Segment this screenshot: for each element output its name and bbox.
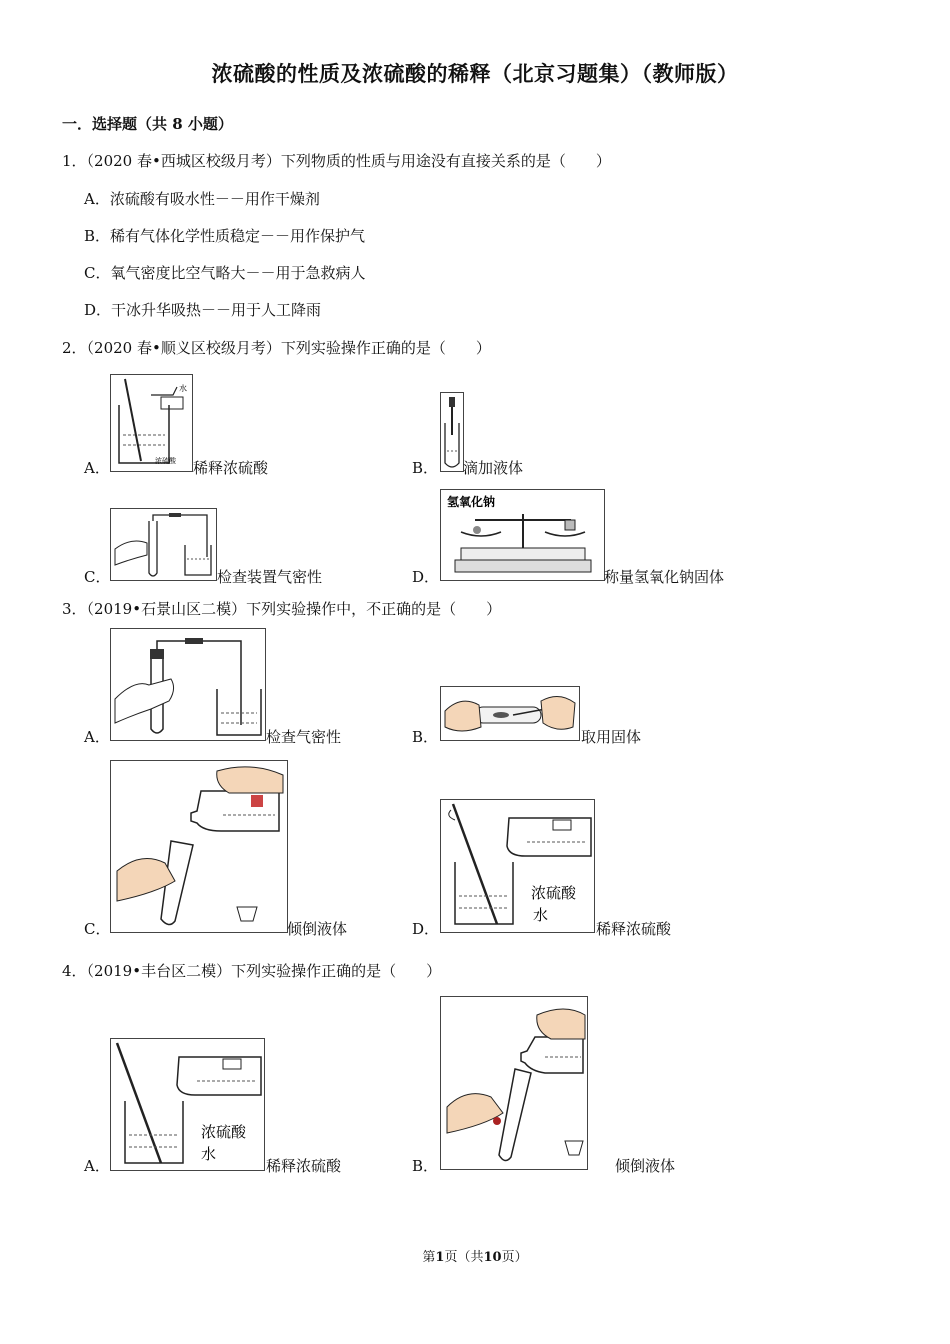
q2-option-a-caption: 稀释浓硫酸 xyxy=(193,459,269,477)
q2-b-dropper-figure xyxy=(440,392,464,472)
q3-option-a-caption: 检查气密性 xyxy=(266,728,342,746)
footer-mid: 页（共 xyxy=(444,1250,484,1265)
q4-a-dilution-figure xyxy=(110,1038,265,1171)
q2-option-c-caption: 检查装置气密性 xyxy=(217,568,323,586)
q4-option-b-caption: 倾倒液体 xyxy=(615,1157,676,1175)
q1-option-c: C．氧气密度比空气略大－－用于急救病人 xyxy=(84,264,366,282)
q3-c-pour-figure xyxy=(110,760,288,933)
q2-d-balance-figure xyxy=(440,489,605,581)
footer-page-number: 1 xyxy=(435,1250,445,1265)
q2-option-c-letter: C． xyxy=(84,568,111,586)
q3-d-fig-water-label: 水 xyxy=(533,906,549,924)
footer-pre: 第 xyxy=(422,1250,436,1265)
q1-option-a: A．浓硫酸有吸水性－－用作干燥剂 xyxy=(84,190,320,208)
page-footer xyxy=(0,1246,950,1265)
q2-option-b-letter: B． xyxy=(412,459,439,477)
q3-b-solid-figure xyxy=(440,686,580,741)
question-1-stem: 1．（2020 春•西城区校级月考）下列物质的性质与用途没有直接关系的是（ ） xyxy=(62,152,611,170)
q4-option-a-caption: 稀释浓硫酸 xyxy=(266,1157,342,1175)
q4-a-fig-acid-label: 浓硫酸 xyxy=(201,1123,247,1141)
q4-b-pour-figure xyxy=(440,996,588,1170)
q2-c-airtight-figure xyxy=(110,508,217,581)
q4-option-b-letter: B． xyxy=(412,1157,439,1175)
q4-a-fig-water-label: 水 xyxy=(201,1145,217,1163)
q1-option-d: D．干冰升华吸热－－用于人工降雨 xyxy=(84,301,322,319)
q1-option-b: B．稀有气体化学性质稳定－－用作保护气 xyxy=(84,227,366,245)
question-2-stem: 2．（2020 春•顺义区校级月考）下列实验操作正确的是（ ） xyxy=(62,339,491,357)
q3-a-airtight-figure xyxy=(110,628,266,741)
q3-option-d-letter: D． xyxy=(412,920,440,938)
q2-a-dilution-figure xyxy=(110,374,193,472)
q2-option-b-caption: 滴加液体 xyxy=(463,459,524,477)
q2-d-fig-label: 氢氧化钠 xyxy=(447,495,496,509)
q3-d-dilution-figure xyxy=(440,799,595,933)
q3-option-a-letter: A． xyxy=(84,728,110,746)
page-title: 浓硫酸的性质及浓硫酸的稀释（北京习题集）（教师版） xyxy=(211,61,739,86)
q2-option-d-caption: 称量氢氧化钠固体 xyxy=(604,568,725,586)
q2-option-d-letter: D． xyxy=(412,568,440,586)
q3-option-d-caption: 稀释浓硫酸 xyxy=(596,920,672,938)
q4-option-a-letter: A． xyxy=(84,1157,110,1175)
q2-a-fig-acid-label: 浓硫酸 xyxy=(155,457,176,465)
q2-a-fig-water-label: 水 xyxy=(179,384,187,393)
question-3-stem: 3．（2019•石景山区二模）下列实验操作中，不正确的是（ ） xyxy=(62,600,502,618)
question-4-stem: 4．（2019•丰台区二模）下列实验操作正确的是（ ） xyxy=(62,962,442,980)
q3-option-c-letter: C． xyxy=(84,920,111,938)
q3-option-b-caption: 取用固体 xyxy=(581,728,642,746)
q2-option-a-letter: A． xyxy=(84,459,110,477)
q3-option-b-letter: B． xyxy=(412,728,439,746)
footer-total-pages: 10 xyxy=(483,1250,502,1265)
section-heading: 一．选择题（共 8 小题） xyxy=(62,115,233,133)
footer-post: 页） xyxy=(501,1250,528,1265)
q3-d-fig-acid-label: 浓硫酸 xyxy=(531,884,577,902)
q3-option-c-caption: 倾倒液体 xyxy=(287,920,348,938)
